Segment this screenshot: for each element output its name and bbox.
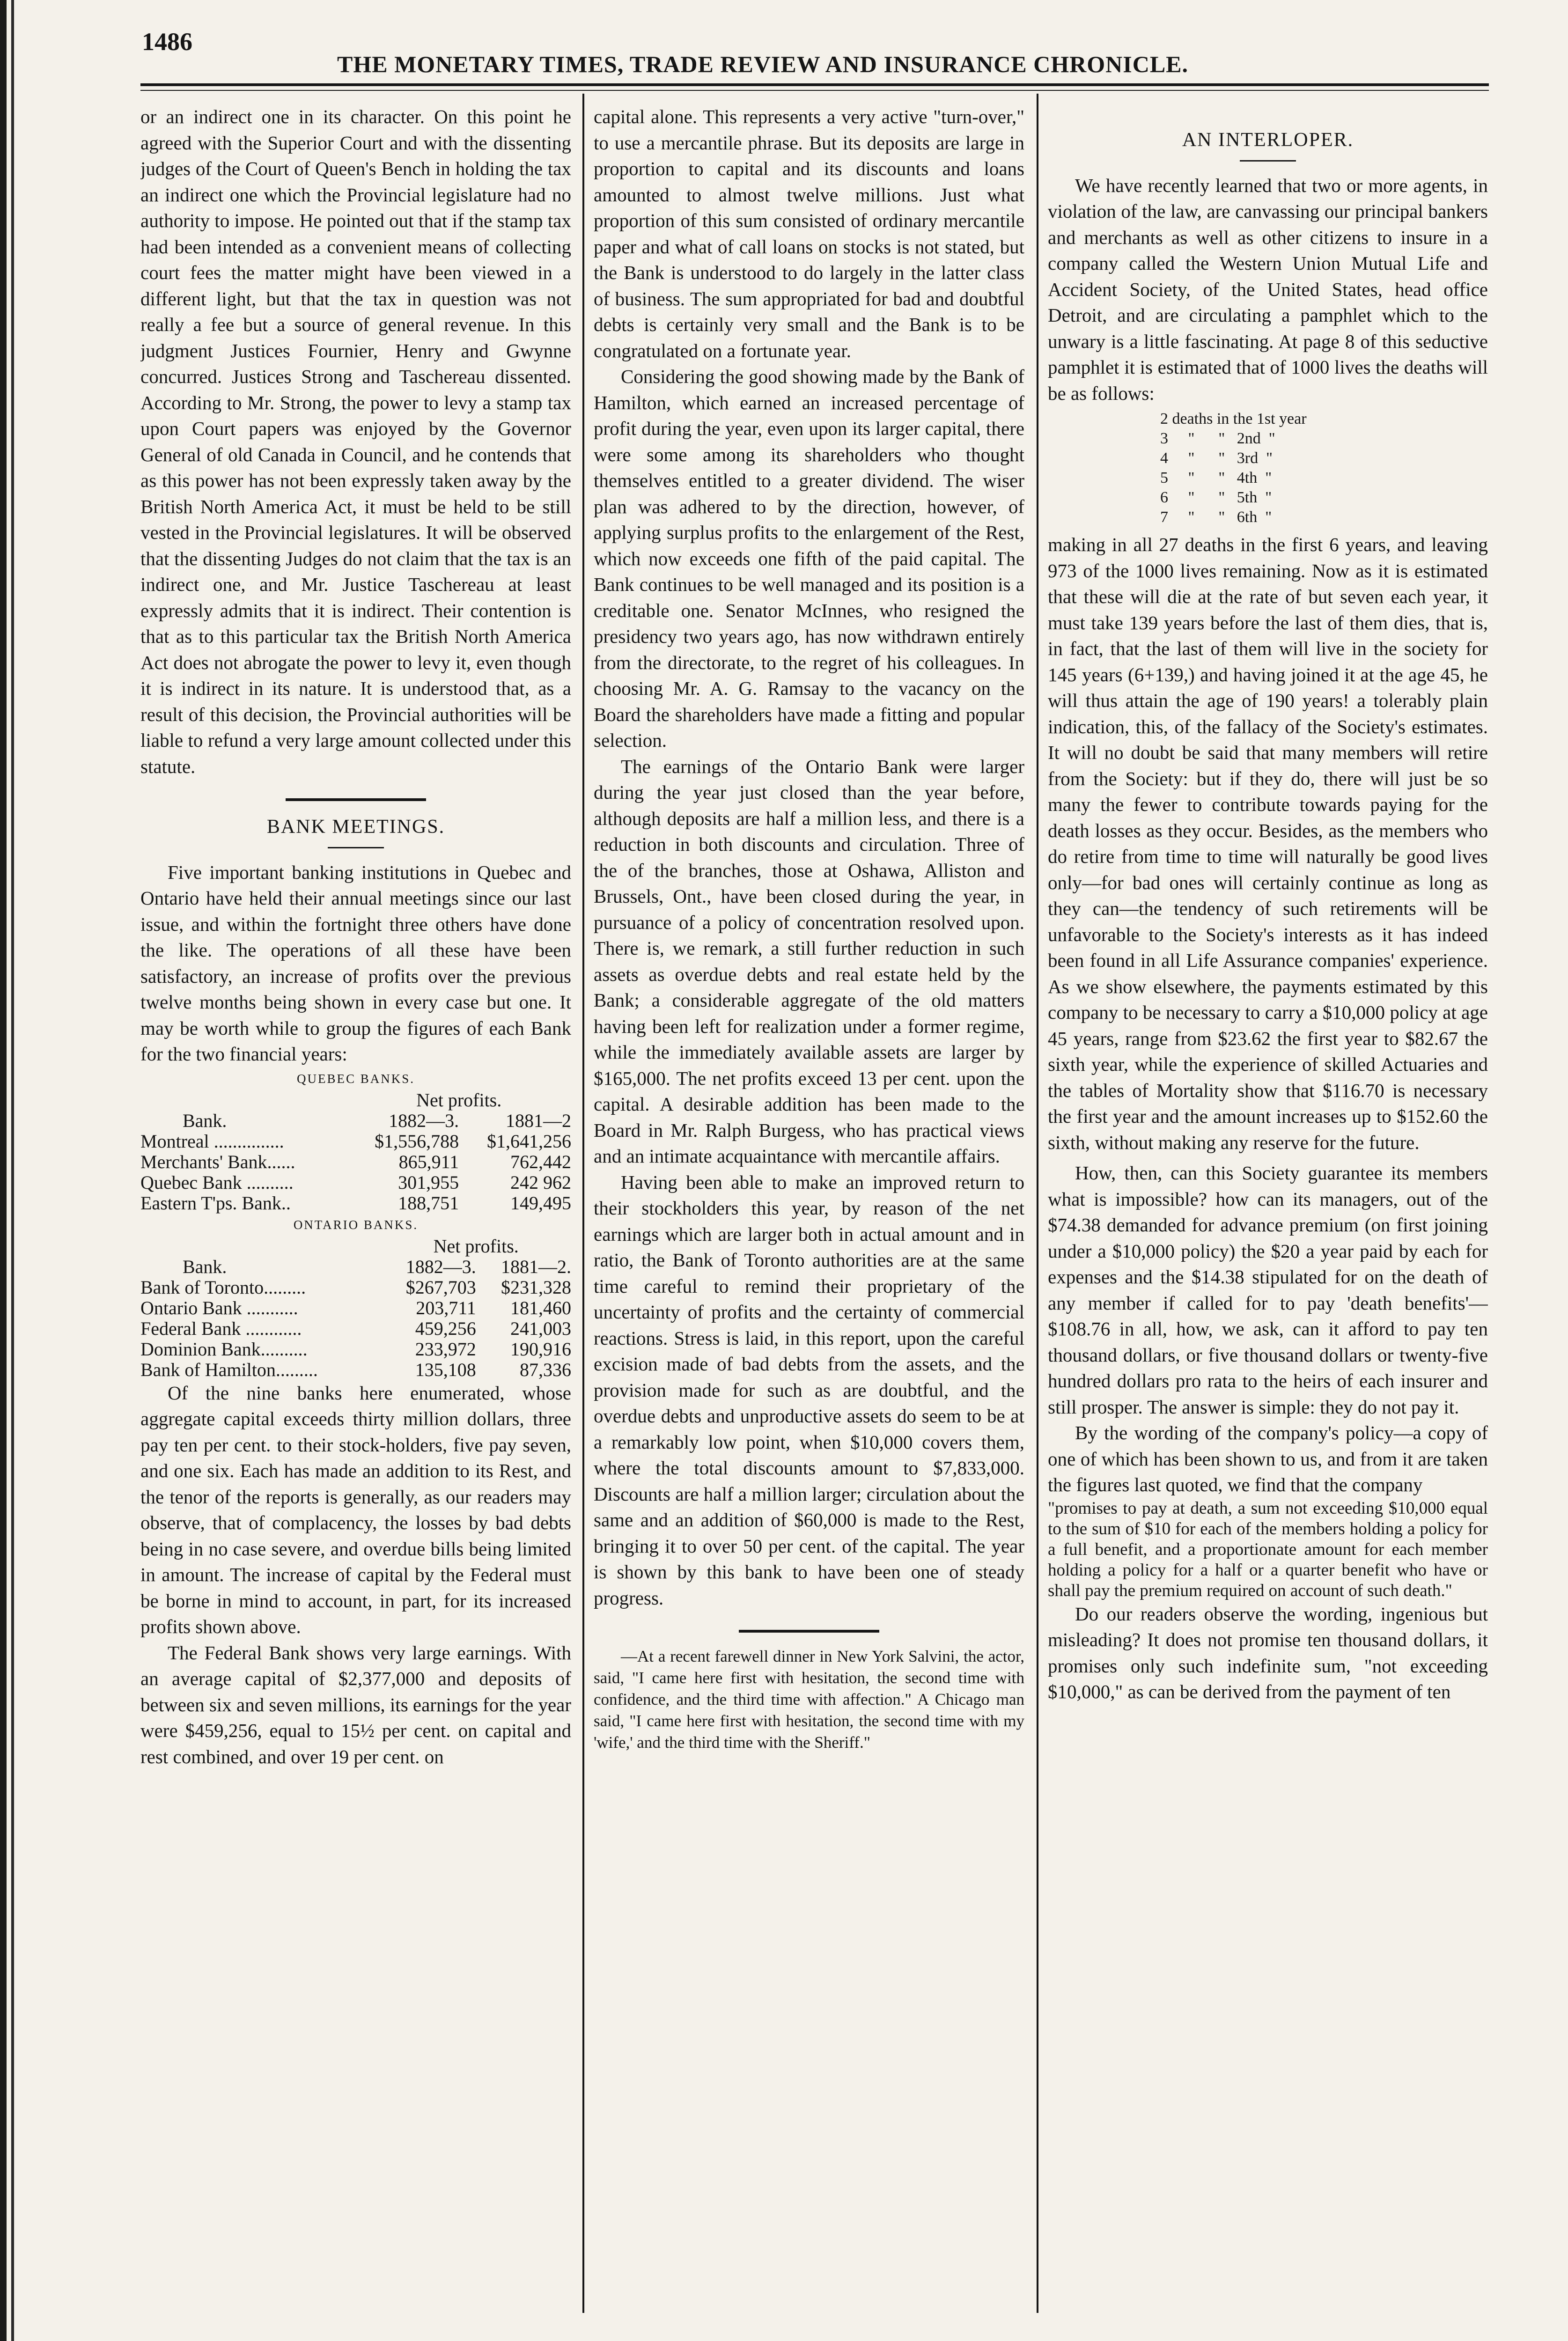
deaths-row: 3 " " 2nd " — [1160, 430, 1275, 447]
profit-value: $1,556,788 — [375, 1130, 459, 1152]
column-2 — [594, 104, 1024, 2341]
page-number: 1486 — [142, 28, 192, 56]
deaths-row: 6 " " 5th " — [1160, 489, 1272, 506]
bank-name: Merchants' Bank...... — [140, 1151, 295, 1172]
profit-value: 190,916 — [510, 1338, 571, 1360]
profit-value: 181,460 — [510, 1297, 571, 1318]
column-header: 1882—3. — [405, 1256, 476, 1277]
table-title: QUEBEC BANKS. — [296, 1071, 415, 1086]
column-header: 1881—2 — [506, 1110, 571, 1131]
article-paragraph: making in all 27 deaths in the first 6 years, and leaving 973 of the 1000 lives remaining. Now as it is estimated that these will die at the rate of but seven each year, it must take 139 years before the last of them dies, that is, in fact, that the last of them will live in the society for 145 years (6+139,) and having joined it at the age 45, he will thus attain the age of 190 years! a tolerably plain indication, this, of the fallacy of the Society's estimates. It will no doubt be said that many members will retire from the Society: but if they do, there will just be so many the fewer to contribute towards paying for the death losses as they occur. Besides, as the members who do retire from time to time will naturally be good lives only—for bad ones will certainly continue as long as they can—the tendency of such retirements will be unfavorable to the Society's interests as it has indeed been found in all Life Assurance companies' experience. As we show elsewhere, the payments estimated by this company to be necessary to carry a $10,000 policy at age 45 years, range from $23.62 the first year to $82.67 the sixth year, while the experience of skilled Actuaries and the tables of Mortality show that $116.70 is necessary the first year and the amount increases up to $152.60 the sixth, without making any reserve for the future. — [1048, 534, 1488, 1153]
header-rule — [140, 83, 1489, 86]
article-paragraph: The Federal Bank shows very large earnings. With an average capital of $2,377,000 and deposits of between six and seven millions, its earnings for the year were $459,256, equal to 15½ per cent. on capital and rest combined, and over 19 per cent. on — [140, 1642, 571, 1767]
column-rule-1 — [582, 94, 584, 2313]
profit-value: 242 962 — [510, 1171, 571, 1193]
table-row — [140, 1277, 571, 1298]
article-paragraph: Do our readers observe the wording, ingenious but misleading? It does not promise ten thousand dollars, it promises only such indefinite sum, "not exceeding $10,000," as can be derived from the payment of ten — [1048, 1603, 1488, 1702]
article-paragraph: The earnings of the Ontario Bank were larger during the year just closed than the year before, although deposits are half a million less, and there is a reduction in both discounts and circulation. Three of the of the branches, those at Oshawa, Alliston and Brussels, Ont., have been closed during the year, in pursuance of a policy of concentration resolved upon. There is, we remark, a still further reduction in such assets as overdue debts and real estate held by the Bank; a considerable aggregate of the old matters having been left for realization under a former regime, while the immediately available assets are larger by $165,000. The net profits exceed 13 per cent. upon the capital. A desirable addition has been made to the Board in Mr. Ralph Burgess, who has practical views and an intimate acquaintance with mercantile affairs. — [594, 755, 1024, 1167]
column-3 — [1048, 104, 1488, 2341]
bank-name: Eastern T'ps. Bank.. — [140, 1192, 291, 1214]
profit-value: 203,711 — [416, 1297, 476, 1318]
table-row — [140, 1298, 571, 1318]
profit-value: 865,911 — [398, 1151, 459, 1172]
heading-rule — [328, 847, 384, 848]
profit-value: $231,328 — [501, 1276, 571, 1298]
anecdote-note: —At a recent farewell dinner in New York Salvini, the actor, said, "I came here first with hesitation, the second time with confidence, and the third time with affection." A Chicago man said, "I came here first with hesitation, the second time with my 'wife,' and the third time with the Sheriff." — [594, 1647, 1024, 1752]
profit-value: 459,256 — [415, 1318, 476, 1339]
article-paragraph: Having been able to make an improved return to their stockholders this year, by reason of the net earnings which are larger both in actual amount and in ratio, the Bank of Toronto authorities are at the same time careful to remind their proprietary of the uncertainty of profits and the certainty of commercial reactions. Stress is laid, in this report, upon the careful excision made of bad debts from the assets, and the provision made for such as are doubtful, and the overdue debts and unproductive assets do seem to be at a remarkably low point, when $10,000 covers them, where the total discounts amount to $7,833,000. Discounts are half a million larger; circulation about the same and an addition of $60,000 is made to the Rest, bringing it to over 50 per cent. of the capital. The year is shown by this bank to have been one of steady progress. — [594, 1171, 1024, 1609]
bank-name: Bank of Toronto......... — [140, 1276, 306, 1298]
article-paragraph: Of the nine banks here enumerated, whose aggregate capital exceeds thirty million dollars, three pay ten per cent. to their stock-holders, five pay seven, and one six. Each has made an addition to its Rest, and the tenor of the reports is generally, as our readers may observe, that of complacency, the losses by bad debts being in no case severe, and overdue bills being limited in amount. The increase of capital by the Federal must be borne in mind to account, in part, for its increased profits shown above. — [140, 1382, 571, 1637]
bank-name: Dominion Bank.......... — [140, 1338, 308, 1360]
profit-value: $1,641,256 — [487, 1130, 571, 1152]
column-header: 1881—2. — [501, 1256, 571, 1277]
article-paragraph: How, then, can this Society guarantee its members what is impossible? how can its managers, out of the $74.38 demanded for advance premium (on first joining under a $10,000 policy) the $20 a year paid by each for expenses and the $14.38 stipulated for on the death of any member if called for to pay 'death benefits'—$108.76 in all, how, we ask, can it afford to pay ten thousand dollars, or five thousand dollars or twenty-five hundred dollars pro rata to the heirs of each insurer and still prosper. The answer is simple: they do not pay it. — [1048, 1162, 1488, 1418]
table-subheading: Net profits. — [416, 1089, 502, 1111]
quebec-banks-table — [140, 1090, 571, 1214]
section-heading: AN INTERLOPER. — [1182, 129, 1354, 151]
article-paragraph: By the wording of the company's policy—a copy of one of which has been shown to us, and from it are taken the figures last quoted, we find that the company — [1048, 1422, 1488, 1495]
column-rule-2 — [1037, 94, 1038, 2313]
column-header: 1882—3. — [389, 1110, 459, 1131]
profit-value: 135,108 — [415, 1359, 476, 1380]
column-header: Bank. — [183, 1110, 227, 1131]
table-row — [140, 1339, 571, 1360]
profit-value: $267,703 — [405, 1276, 476, 1298]
policy-quote: "promises to pay at death, a sum not exceeding $10,000 equal to the sum of $10 for each of the members holding a policy for a full benefit, and a proportionate amount for each member holding a policy for a half or a quarter benefit who have or shall pay the premium required on account of such death." — [1048, 1498, 1488, 1600]
deaths-row: 5 " " 4th " — [1160, 469, 1272, 486]
running-title: THE MONETARY TIMES, TRADE REVIEW AND INSURANCE CHRONICLE. — [337, 51, 1189, 77]
profit-value: 149,495 — [510, 1192, 571, 1214]
article-paragraph: or an indirect one in its character. On this point he agreed with the Superior Court and with the dissenting judges of the Court of Queen's Bench in holding the tax an indirect one which the Provincial legislature had no authority to impose. He pointed out that if the stamp tax had been intended as a convenient means of collecting court fees the matter might have been viewed in a different light, but that the tax in question was not really a fee but a source of general revenue. In this judgment Justices Fournier, Henry and Gwynne concurred. Justices Strong and Taschereau dissented. According to Mr. Strong, the power to levy a stamp tax upon Court papers was enjoyed by the Governor General of old Canada in Council, and he contends that as this power has not been expressly taken away by the British North America Act, it must be held to be still vested in the Provincial legislatures. It will be observed that the dissenting Judges do not claim that the tax is an indirect one, and Mr. Justice Taschereau at least expressly admits that it is indirect. Their contention is that as to this particular tax the British North America Act does not abrogate the power to levy it, even though it is indirect in its nature. It is understood that, as a result of this decision, the Provincial authorities will be liable to refund a very large amount collected under this statute. — [140, 106, 571, 777]
bank-name: Montreal ............... — [140, 1130, 284, 1152]
section-separator — [286, 798, 426, 801]
deaths-row: 4 " " 3rd " — [1160, 449, 1273, 467]
section-separator — [739, 1630, 879, 1633]
deaths-table — [1160, 409, 1488, 527]
profit-value: 241,003 — [510, 1318, 571, 1339]
bank-name: Ontario Bank ........... — [140, 1297, 298, 1318]
bank-name: Federal Bank ............ — [140, 1318, 302, 1339]
table-row — [140, 1193, 571, 1214]
profit-value: 762,442 — [510, 1151, 571, 1172]
ontario-banks-table — [140, 1236, 571, 1380]
table-title: ONTARIO BANKS. — [293, 1217, 419, 1232]
table-row — [140, 1131, 571, 1152]
article-paragraph: Considering the good showing made by the Bank of Hamilton, which earned an increased percentage of profit during the year, even upon its larger capital, there were some among its shareholders who thought themselves entitled to a greater dividend. The wiser plan was adhered to by the direction, however, of applying surplus profits to the enlargement of the Rest, which now exceeds one fifth of the paid capital. The Bank continues to be well managed and its position is a creditable one. Senator McInnes, who resigned the presidency two years ago, has now withdrawn entirely from the directorate, to the regret of his colleagues. In choosing Mr. A. G. Ramsay to the vacancy on the Board the shareholders have made a fitting and popular selection. — [594, 366, 1024, 751]
article-paragraph: We have recently learned that two or more agents, in violation of the law, are canvassing our principal bankers and merchants as well as other citizens to insure in a company called the Western Union Mutual Life and Accident Society, of the United States, head office Detroit, and are circulating a pamphlet which to the unwary is a little fascinating. At page 8 of this seductive pamphlet it is estimated that of 1000 lives the deaths will be as follows: — [1048, 174, 1488, 404]
deaths-row: 2 deaths in the 1st year — [1160, 410, 1307, 427]
heading-rule — [1240, 160, 1296, 162]
column-header: Bank. — [183, 1256, 227, 1277]
bank-name: Bank of Hamilton......... — [140, 1359, 318, 1380]
table-row — [140, 1360, 571, 1380]
article-paragraph: Five important banking institutions in Quebec and Ontario have held their annual meetings since our last issue, and within the fortnight three others have done the like. The operations of all these have been satisfactory, an increase of profits over the previous twelve months being shown in every case but one. It may be worth while to group the figures of each Bank for the two financial years: — [140, 861, 571, 1065]
table-row — [140, 1318, 571, 1339]
section-heading: BANK MEETINGS. — [266, 816, 445, 838]
table-row — [140, 1172, 571, 1193]
column-1 — [140, 104, 571, 2341]
bank-name: Quebec Bank .......... — [140, 1171, 294, 1193]
profit-value: 87,336 — [520, 1359, 571, 1380]
deaths-row: 7 " " 6th " — [1160, 508, 1272, 526]
article-paragraph: capital alone. This represents a very active "turn-over," to use a mercantile phrase. But its deposits are large in proportion to capital and its discounts and loans amounted to almost twelve millions. Just what proportion of this sum consisted of ordinary mercantile paper and what of call loans on stocks is not stated, but the Bank is understood to do largely in the latter class of business. The sum appropriated for bad and doubtful debts is certainly very small and the Bank is to be congratulated on a fortunate year. — [594, 106, 1024, 361]
header-rule-thin — [140, 90, 1489, 91]
page-edge-border — [0, 0, 29, 2341]
profit-value: 188,751 — [398, 1192, 459, 1214]
table-row — [140, 1152, 571, 1172]
table-subheading: Net profits. — [433, 1235, 519, 1257]
profit-value: 301,955 — [398, 1171, 459, 1193]
profit-value: 233,972 — [415, 1338, 476, 1360]
